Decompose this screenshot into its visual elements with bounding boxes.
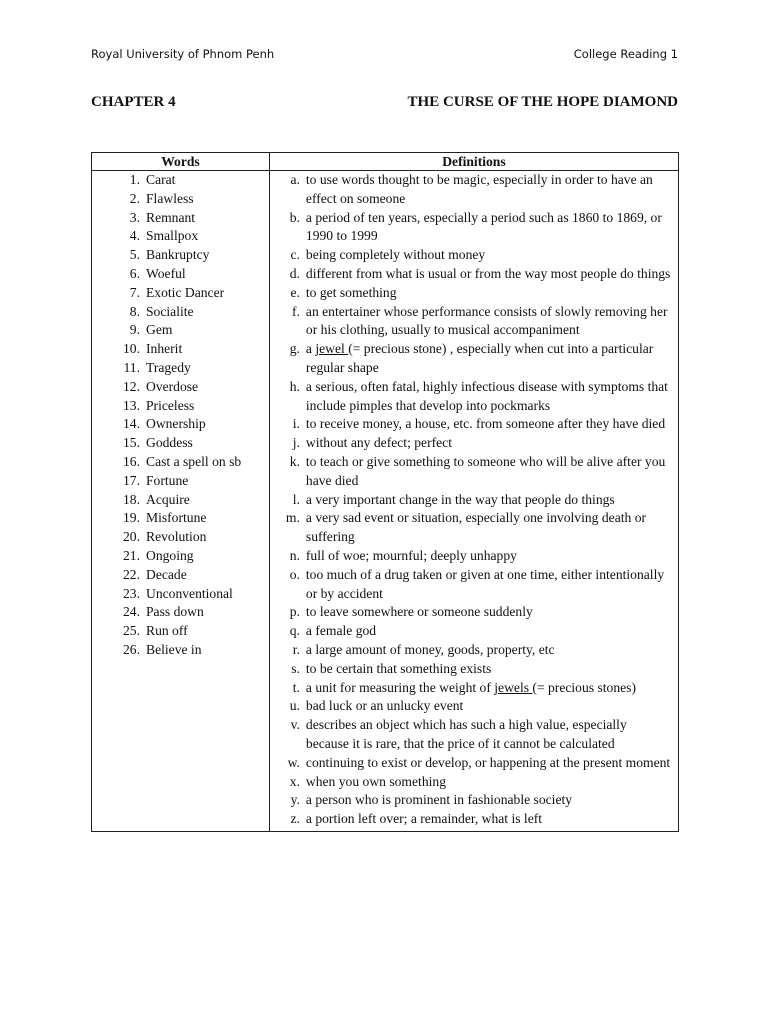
definition-item bbox=[270, 810, 678, 829]
definition-text: bad luck or an unlucky event bbox=[305, 698, 464, 714]
definition-text-part: (= precious stone) , especially when cut into a particular regular shape bbox=[305, 341, 654, 375]
word-item bbox=[92, 491, 269, 510]
word-text: Priceless bbox=[146, 397, 195, 413]
word-text: Gem bbox=[146, 322, 173, 338]
word-number: 24. bbox=[123, 604, 140, 620]
word-text: Misfortune bbox=[146, 510, 207, 526]
definition-letter: a. bbox=[290, 172, 300, 187]
definition-item bbox=[270, 697, 678, 716]
word-item bbox=[92, 303, 269, 322]
definition-letter: x. bbox=[289, 773, 300, 789]
definition-item bbox=[270, 679, 678, 698]
definition-text: without any defect; perfect bbox=[305, 435, 452, 451]
definition-text: to be certain that something exists bbox=[305, 660, 492, 676]
words-column-header: Words bbox=[92, 153, 270, 171]
word-number: 11. bbox=[123, 359, 140, 375]
word-item bbox=[92, 641, 269, 660]
word-item bbox=[92, 509, 269, 528]
word-text: Tragedy bbox=[146, 359, 191, 375]
word-item bbox=[92, 585, 269, 604]
word-number: 2. bbox=[129, 190, 140, 206]
definition-item bbox=[270, 791, 678, 810]
word-text: Revolution bbox=[146, 529, 207, 545]
definition-letter: h. bbox=[289, 378, 300, 394]
definition-text: when you own something bbox=[305, 773, 446, 789]
word-text: Unconventional bbox=[146, 585, 233, 601]
word-text: Acquire bbox=[146, 491, 190, 507]
word-text: Pass down bbox=[146, 604, 204, 620]
definition-letter: u. bbox=[289, 698, 300, 714]
word-item bbox=[92, 603, 269, 622]
definition-item bbox=[270, 265, 678, 284]
definition-letter: j. bbox=[292, 435, 300, 451]
word-number: 21. bbox=[123, 547, 140, 563]
word-text: Ownership bbox=[146, 416, 206, 432]
definition-letter: o. bbox=[289, 566, 300, 582]
word-number: 5. bbox=[129, 247, 140, 263]
definition-text-part: a bbox=[305, 341, 316, 357]
definition-text: describes an object which has such a high value, especially because it is rare, that the price of it cannot be calculated bbox=[305, 717, 627, 751]
word-text: Run off bbox=[146, 623, 188, 639]
definition-text-part: a unit for measuring the weight of bbox=[305, 679, 495, 695]
header-institution: Royal University of Phnom Penh bbox=[91, 47, 275, 61]
definition-text: a very important change in the way that people do things bbox=[305, 491, 615, 507]
definition-item bbox=[270, 171, 678, 209]
word-item bbox=[92, 566, 269, 585]
definition-letter: d. bbox=[289, 265, 300, 281]
word-item bbox=[92, 190, 269, 209]
definition-text: a large amount of money, goods, property, etc bbox=[305, 641, 555, 657]
word-number: 25. bbox=[123, 623, 140, 639]
word-text: Exotic Dancer bbox=[146, 284, 225, 300]
word-number: 1. bbox=[129, 172, 140, 187]
definitions-list bbox=[269, 171, 678, 832]
definition-letter: g. bbox=[289, 341, 300, 357]
word-number: 26. bbox=[123, 641, 140, 657]
word-item bbox=[92, 397, 269, 416]
definition-item bbox=[270, 509, 678, 547]
definition-letter: i. bbox=[292, 416, 300, 432]
definition-item bbox=[270, 491, 678, 510]
word-text: Goddess bbox=[146, 435, 193, 451]
definition-item bbox=[270, 284, 678, 303]
definition-letter: k. bbox=[289, 453, 300, 469]
definition-text-part: (= precious stones) bbox=[532, 679, 636, 695]
word-item bbox=[92, 528, 269, 547]
definition-letter: l. bbox=[292, 491, 300, 507]
word-item bbox=[92, 453, 269, 472]
definition-text: continuing to exist or develop, or happening at the present moment bbox=[305, 754, 671, 770]
word-item bbox=[92, 227, 269, 246]
word-text: Carat bbox=[146, 172, 176, 187]
definition-item bbox=[270, 603, 678, 622]
word-item bbox=[92, 340, 269, 359]
word-item bbox=[92, 284, 269, 303]
definition-text: too much of a drug taken or given at one time, either intentionally or by accident bbox=[305, 566, 665, 601]
definition-item bbox=[270, 547, 678, 566]
definition-item bbox=[270, 773, 678, 792]
definition-letter: v. bbox=[290, 717, 300, 733]
word-item bbox=[92, 321, 269, 340]
definition-item bbox=[270, 754, 678, 773]
word-number: 10. bbox=[123, 341, 140, 357]
definition-link: jewels bbox=[494, 679, 533, 695]
word-text: Socialite bbox=[146, 303, 194, 319]
definition-item bbox=[270, 378, 678, 416]
words-list bbox=[92, 171, 270, 832]
definition-item bbox=[270, 209, 678, 247]
definition-text: different from what is usual or from the way most people do things bbox=[305, 265, 671, 281]
definition-item bbox=[270, 453, 678, 491]
word-number: 18. bbox=[123, 491, 140, 507]
definition-letter: t. bbox=[292, 679, 300, 695]
word-text: Ongoing bbox=[146, 547, 194, 563]
word-text: Smallpox bbox=[146, 228, 199, 244]
definition-letter: e. bbox=[290, 284, 300, 300]
word-text: Inherit bbox=[146, 341, 183, 357]
definition-letter: y. bbox=[290, 792, 300, 808]
definition-text: to leave somewhere or someone suddenly bbox=[305, 604, 533, 620]
chapter-title: THE CURSE OF THE HOPE DIAMOND bbox=[407, 94, 678, 110]
definition-link: jewel bbox=[315, 341, 349, 357]
word-text: Decade bbox=[146, 566, 187, 582]
definition-item bbox=[270, 303, 678, 341]
definitions-column-header: Definitions bbox=[269, 153, 678, 171]
word-number: 8. bbox=[129, 303, 140, 319]
definition-item bbox=[270, 622, 678, 641]
definition-text bbox=[305, 679, 678, 698]
definition-text: a very sad event or situation, especially one involving death or suffering bbox=[305, 510, 647, 545]
word-number: 19. bbox=[123, 510, 140, 526]
word-item bbox=[92, 246, 269, 265]
word-number: 4. bbox=[129, 228, 140, 244]
word-item bbox=[92, 209, 269, 228]
word-text: Remnant bbox=[146, 209, 196, 225]
word-item bbox=[92, 359, 269, 378]
definition-text bbox=[305, 340, 678, 378]
word-item bbox=[92, 547, 269, 566]
definition-text: to get something bbox=[305, 284, 397, 300]
word-number: 14. bbox=[123, 416, 140, 432]
definition-letter: f. bbox=[291, 303, 300, 319]
definition-text: an entertainer whose performance consists of slowly removing her or his clothing, usually to musical accompaniment bbox=[305, 303, 668, 338]
word-number: 15. bbox=[123, 435, 140, 451]
definition-text: a person who is prominent in fashionable society bbox=[305, 792, 573, 808]
definition-text: to receive money, a house, etc. from someone after they have died bbox=[305, 416, 666, 432]
header-course: College Reading 1 bbox=[573, 47, 678, 61]
word-item bbox=[92, 171, 269, 190]
definition-letter: b. bbox=[289, 209, 300, 225]
definition-letter: z. bbox=[290, 811, 300, 827]
definition-item bbox=[270, 716, 678, 754]
word-text: Believe in bbox=[146, 641, 202, 657]
definition-text: full of woe; mournful; deeply unhappy bbox=[305, 547, 517, 563]
definition-letter: c. bbox=[290, 247, 300, 263]
definition-letter: p. bbox=[289, 604, 300, 620]
word-number: 7. bbox=[129, 284, 140, 300]
definition-text: a serious, often fatal, highly infectious disease with symptoms that include pimples that develop into pockmarks bbox=[305, 378, 668, 413]
word-item bbox=[92, 265, 269, 284]
vocabulary-table bbox=[91, 152, 679, 832]
word-item bbox=[92, 472, 269, 491]
word-item bbox=[92, 415, 269, 434]
word-text: Fortune bbox=[146, 472, 189, 488]
definition-letter: n. bbox=[289, 547, 300, 563]
definition-letter: q. bbox=[289, 623, 300, 639]
word-number: 16. bbox=[123, 453, 140, 469]
word-number: 3. bbox=[129, 209, 140, 225]
word-text: Flawless bbox=[146, 190, 194, 206]
word-number: 23. bbox=[123, 585, 140, 601]
definition-item bbox=[270, 566, 678, 604]
word-item bbox=[92, 378, 269, 397]
word-item bbox=[92, 622, 269, 641]
definition-text: a portion left over; a remainder, what is left bbox=[305, 811, 543, 827]
word-number: 13. bbox=[123, 397, 140, 413]
chapter-label: CHAPTER 4 bbox=[91, 94, 176, 110]
word-number: 9. bbox=[129, 322, 140, 338]
word-number: 22. bbox=[123, 566, 140, 582]
word-number: 12. bbox=[123, 378, 140, 394]
word-text: Cast a spell on sb bbox=[146, 453, 242, 469]
definition-text: to use words thought to be magic, especially in order to have an effect on someone bbox=[305, 172, 653, 206]
word-item bbox=[92, 434, 269, 453]
definition-letter: r. bbox=[292, 641, 300, 657]
definition-item bbox=[270, 641, 678, 660]
table-header-row bbox=[92, 153, 679, 171]
word-text: Bankruptcy bbox=[146, 247, 210, 263]
word-text: Woeful bbox=[146, 265, 186, 281]
definition-text: to teach or give something to someone who will be alive after you have died bbox=[305, 453, 666, 488]
word-text: Overdose bbox=[146, 378, 199, 394]
definition-text: being completely without money bbox=[305, 247, 486, 263]
word-number: 17. bbox=[123, 472, 140, 488]
definition-letter: w. bbox=[287, 754, 300, 770]
word-number: 6. bbox=[129, 265, 140, 281]
definition-letter: m. bbox=[285, 510, 300, 526]
definition-item bbox=[270, 434, 678, 453]
definition-item bbox=[270, 246, 678, 265]
word-number: 20. bbox=[123, 529, 140, 545]
definition-text: a female god bbox=[305, 623, 377, 639]
definition-item bbox=[270, 415, 678, 434]
table-body-row bbox=[92, 171, 679, 832]
definition-item bbox=[270, 660, 678, 679]
definition-item bbox=[270, 340, 678, 378]
definition-text: a period of ten years, especially a period such as 1860 to 1869, or 1990 to 1999 bbox=[305, 209, 662, 244]
definition-letter: s. bbox=[291, 660, 300, 676]
